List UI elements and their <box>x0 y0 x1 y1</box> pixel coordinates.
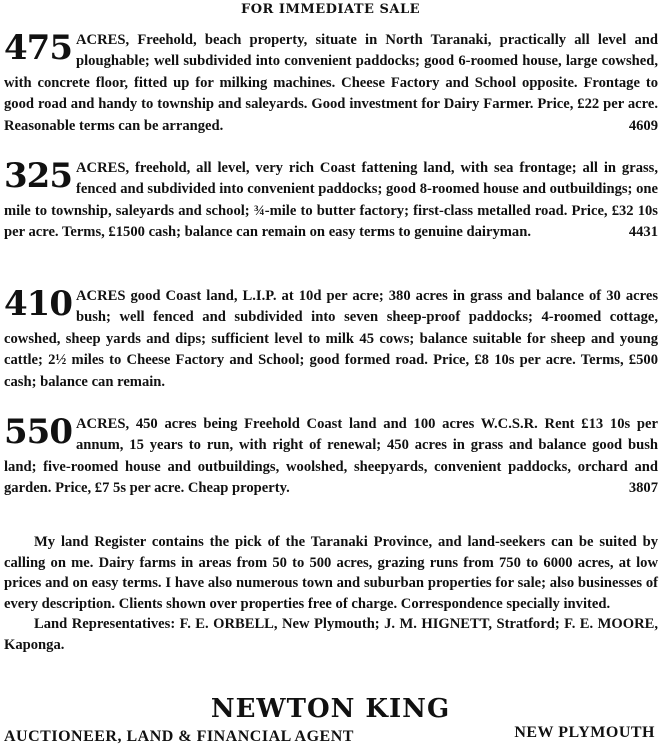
listing-475 <box>4 30 658 137</box>
listing-acres-number: 475 <box>4 28 72 68</box>
agent-title: AUCTIONEER, LAND & FINANCIAL AGENT <box>4 728 354 745</box>
listing-550 <box>4 414 658 500</box>
listing-reference-number: 4431 <box>628 224 658 241</box>
agent-name: NEWTON KING <box>210 694 451 724</box>
listing-325 <box>4 158 658 244</box>
representatives-paragraph: Land Representatives: F. E. ORBELL, New Plymouth; J. M. HIGNETT, Stratford; F. E. MOORE, Kaponga. <box>4 616 658 653</box>
listing-description: ACRES, 450 acres being Freehold Coast land and 100 acres W.C.S.R. Rent £13 10s per annum, 15 years to run, with right of renewal; 450 acres in grass and balance good bush land; five-roomed house and outbuildings, woolshed, sheepyards, convenient paddocks, orchard and garden. Price, £7 5s per acre. Cheap property. <box>4 416 658 497</box>
listing-description: ACRES, freehold, all level, very rich Coast fattening land, with sea frontage; all in grass, fenced and subdivided into convenient paddocks; good 8-roomed house and outbuildings; one mile to township, saleyards and school; ¾-mile to butter factory; first-class metalled road. Price, £32 10s per acre. Terms, £1500 cash; balance can remain on easy terms to genuine dairyman. <box>4 160 658 241</box>
listing-acres-number: 410 <box>4 284 72 324</box>
listing-acres-number: 550 <box>4 412 72 452</box>
land-register-notice <box>4 532 658 655</box>
listing-description: ACRES good Coast land, L.I.P. at 10d per acre; 380 acres in grass and balance of 30 acres bush; well fenced and subdivided into seven sheep-proof paddocks; 4-roomed cottage, cowshed, sheep yards and dips; sufficient level to milk 45 cows; balance suitable for sheep and young cattle; 2½ miles to Cheese Factory and School; good formed road. Price, £8 10s per acre. Terms, £500 cash; balance can remain. <box>4 288 658 390</box>
listing-acres-number: 325 <box>4 156 72 196</box>
listing-410 <box>4 286 658 393</box>
listing-reference-number: 3807 <box>628 480 658 497</box>
listing-description: ACRES, Freehold, beach property, situate in North Taranaki, practically all level and ploughable; well subdivided into convenient paddocks; good 6-roomed house, large cowshed, with concrete floor, fitted up for milking machines. Cheese Factory and School opposite. Frontage to good road and handy to township and saleyards. Good investment for Dairy Farmer. Price, £22 per acre. Reasonable terms can be arranged. <box>4 32 658 134</box>
register-paragraph: My land Register contains the pick of the Taranaki Province, and land-seekers can be suited by calling on me. Dairy farms in areas from 50 to 500 acres, grazing runs from 750 to 6000 acres, at low prices and on easy terms. I have also numerous town and suburban properties for sale; also businesses of every description. Clients shown over properties free of charge. Correspondence specially invited. <box>4 534 658 612</box>
listing-reference-number: 4609 <box>628 117 658 134</box>
page-heading: FOR IMMEDIATE SALE <box>240 2 420 17</box>
agent-location: NEW PLYMOUTH <box>514 724 655 741</box>
